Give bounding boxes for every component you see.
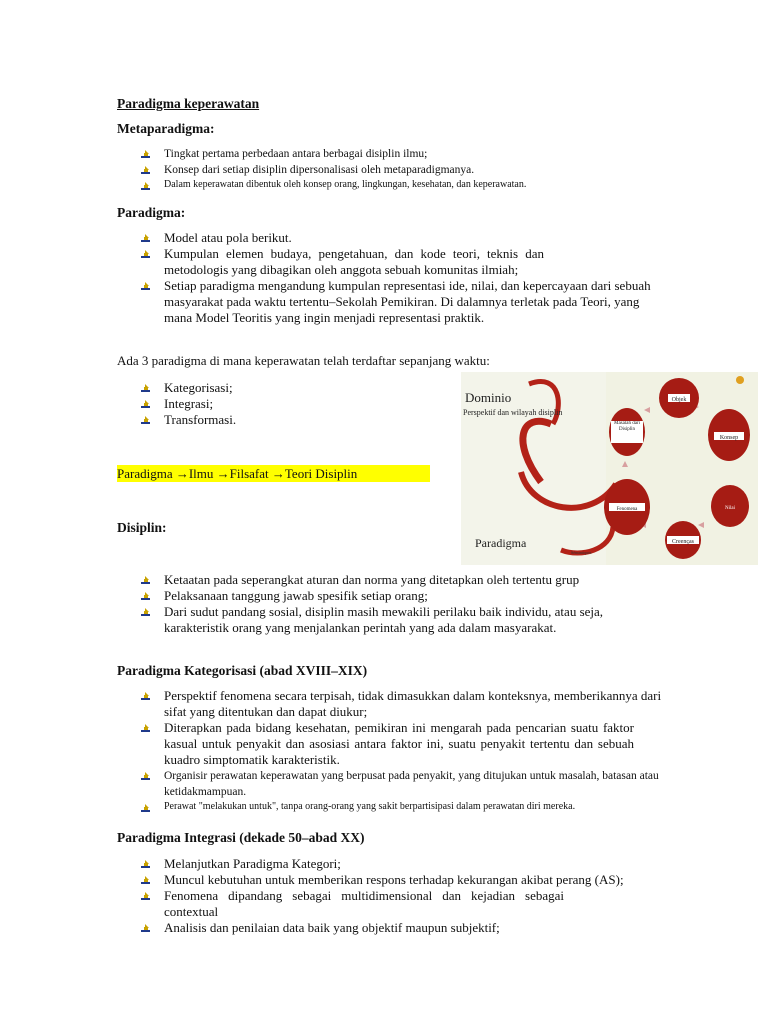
node-label-nilai: Nilai [725, 506, 735, 511]
node-label-masalah: Masalah dari Disiplin [614, 421, 640, 432]
list-item [140, 872, 660, 888]
page-title: Paradigma keperawatan [117, 96, 260, 111]
list-item [140, 380, 440, 396]
bullet-icon [140, 859, 151, 870]
bullet-icon [140, 607, 151, 618]
disiplin-list [140, 572, 640, 636]
perspektif-label: Perspektif dan wilayah disiplin [463, 408, 563, 417]
bullet-icon [140, 723, 151, 734]
item-text: Transformasi. [164, 412, 237, 427]
node-label-fenomena: Fenomena [616, 507, 638, 512]
disiplin-heading: Disiplin: [117, 520, 167, 535]
list-item [140, 572, 589, 588]
item-text: Setiap paradigma mengandung kumpulan representasi ide, nilai, dan kepercayaan dari sebuah masyarakat pada waktu tertentu–Sekolah Pemikiran. Di dalamnya terletak pada Teori, yang mana Model Teoritis yang ingin menjadi representasi praktik. [164, 278, 651, 325]
integrasi-list [140, 856, 660, 936]
item-text: Muncul kebutuhan untuk memberikan respons terhadap kekurangan akibat perang (AS); [164, 872, 624, 887]
list-item [140, 688, 675, 720]
bullet-icon [140, 575, 151, 586]
bullet-icon [140, 233, 151, 244]
list-item [140, 856, 660, 872]
list-item [140, 246, 544, 278]
bullet-icon [140, 591, 151, 602]
node-label-objek: Objek [671, 397, 687, 403]
item-text: Konsep dari setiap disiplin dipersonalisasi oleh metaparadigmanya. [164, 164, 475, 176]
item-text: Integrasi; [164, 396, 214, 411]
item-text: Melanjutkan Paradigma Kategori; [164, 856, 341, 871]
item-text: Analisis dan penilaian data baik yang objektif maupun subjektif; [164, 920, 500, 935]
bullet-icon [140, 281, 151, 292]
bullet-icon [140, 691, 151, 702]
item-text: Dalam keperawatan dibentuk oleh konsep orang, lingkungan, kesehatan, dan keperawatan. [164, 179, 527, 190]
list-item [140, 888, 564, 920]
list-item [140, 230, 660, 246]
bullet-icon [140, 891, 151, 902]
item-text: Perawat "melakukan untuk", tanpa orang-orang yang sakit berpartisipasi dalam perawatan diri mereka. [164, 801, 576, 812]
dominio-label: Dominio [465, 390, 512, 405]
item-text: Perspektif fenomena secara terpisah, tidak dimasukkan dalam konteksnya, memberikannya dari sifat yang ditentukan dan dapat diukur; [164, 688, 662, 719]
ada3-list [140, 380, 440, 428]
list-item [140, 800, 675, 814]
node-label-konsep: Konsep [719, 435, 739, 441]
list-item [140, 768, 675, 800]
bullet-icon [140, 249, 151, 260]
ada3-intro: Ada 3 paradigma di mana keperawatan telah terdaftar sepanjang waktu: [117, 353, 490, 368]
metaparadigma-list [140, 146, 675, 192]
bullet-icon [140, 803, 151, 814]
paradigm-diagram [461, 372, 758, 565]
item-text: Diterapkan pada bidang kesehatan, pemikiran ini mengarah pada pencarian suatu faktor kasual untuk penyakit dan asosiasi antara faktor ini, suatu penyakit tertentu dan sebuah kuadro simptomatik karakteristik. [164, 720, 634, 767]
bullet-icon [140, 383, 151, 394]
item-text: Ketaatan pada seperangkat aturan dan norma yang ditetapkan oleh tertentu grup [164, 572, 580, 587]
integrasi-heading: Paradigma Integrasi (dekade 50–abad XX) [117, 830, 365, 845]
paradigma-list [140, 230, 660, 326]
small-label: Sémantiques [571, 550, 592, 555]
list-item [140, 604, 640, 636]
kategorisasi-heading: Paradigma Kategorisasi (abad XVIII–XIX) [117, 663, 368, 678]
bullet-icon [140, 771, 151, 782]
node-label-masalah-wrap [611, 421, 643, 443]
list-item [140, 278, 654, 326]
list-item [140, 588, 640, 604]
item-text: Kategorisasi; [164, 380, 233, 395]
bullet-icon [140, 399, 151, 410]
item-text: Model atau pola berikut. [164, 230, 292, 245]
item-text: Kumpulan elemen budaya, pengetahuan, dan kode teori, teknis dan metodologis yang dibagikan oleh anggota sebuah komunitas ilmiah; [164, 246, 544, 277]
list-item [140, 146, 675, 162]
kategorisasi-list [140, 688, 675, 814]
list-item [140, 720, 634, 768]
node-label-crencas: Creenças [672, 539, 694, 545]
bullet-icon [140, 181, 151, 192]
item-text: Tingkat pertama perbedaan antara berbagai disiplin ilmu; [164, 148, 428, 160]
list-item [140, 412, 440, 428]
bullet-icon [140, 415, 151, 426]
item-text: Dari sudut pandang sosial, disiplin masih mewakili perilaku baik individu, atau seja, karakteristik orang yang menjalankan perintah yang ada dalam masyarakat. [164, 604, 604, 635]
bullet-icon [140, 923, 151, 934]
list-item [140, 920, 660, 936]
item-text: Pelaksanaan tanggung jawab spesifik setiap orang; [164, 588, 428, 603]
list-item [140, 396, 440, 412]
list-item [140, 178, 675, 192]
bullet-icon [140, 875, 151, 886]
bullet-icon [140, 165, 151, 176]
paradigma-heading: Paradigma: [117, 205, 186, 220]
item-text: Organisir perawatan keperawatan yang berpusat pada penyakit, yang ditujukan untuk masalah, batasan atau ketidakmampuan. [164, 770, 659, 798]
item-text: Fenomena dipandang sebagai multidimensional dan kejadian sebagai contextual [164, 888, 564, 919]
logo-icon [736, 376, 744, 384]
highlight-text: Paradigma →Ilmu →Filsafat →Teori Disiplin [117, 465, 430, 482]
bullet-icon [140, 149, 151, 160]
metaparadigma-heading: Metaparadigma: [117, 121, 215, 136]
paradigma-label: Paradigma [475, 536, 527, 550]
list-item [140, 162, 675, 178]
